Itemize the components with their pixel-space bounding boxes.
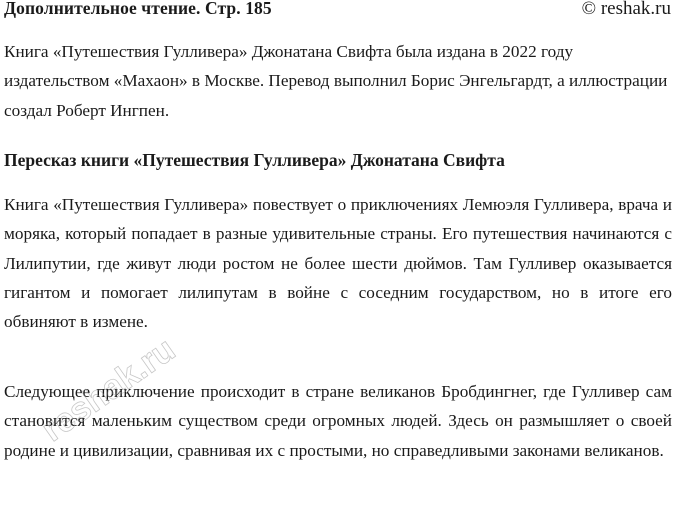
- page-title: Дополнительное чтение. Стр. 185: [4, 0, 272, 18]
- site-credit: © reshak.ru: [581, 0, 671, 19]
- page-header: [4, 0, 673, 22]
- retelling-paragraph-2: Следующее приключение происходит в стране великанов Бробдингнег, где Гулливер сам становится маленьким существом среди огромных людей. Здесь он размышляет о своей родине и цивилизации, сравнивая их с простыми, но справедливыми законами великанов.: [4, 382, 672, 460]
- watermark-text: reshak.ru: [34, 330, 183, 450]
- section-heading: Пересказ книги «Путешествия Гулливера» Джонатана Свифта: [4, 150, 505, 170]
- intro-paragraph: Книга «Путешествия Гулливера» Джонатана Свифта была издана в 2022 году издательством «Махаон» в Москве. Перевод выполнил Борис Энгельгардт, а иллюстрации создал Роберт Ингпен.: [4, 42, 668, 120]
- retelling-paragraph-1: Книга «Путешествия Гулливера» повествует о приключениях Лемюэля Гулливера, врача и моряка, который попадает в разные удивительные страны. Его путешествия начинаются с Лилипутии, где живут люди ростом не более шести дюймов. Там Гулливер оказывается гигантом и помогает лилипутам в войне с соседним государством, но в итоге его обвиняют в измене.: [4, 195, 672, 332]
